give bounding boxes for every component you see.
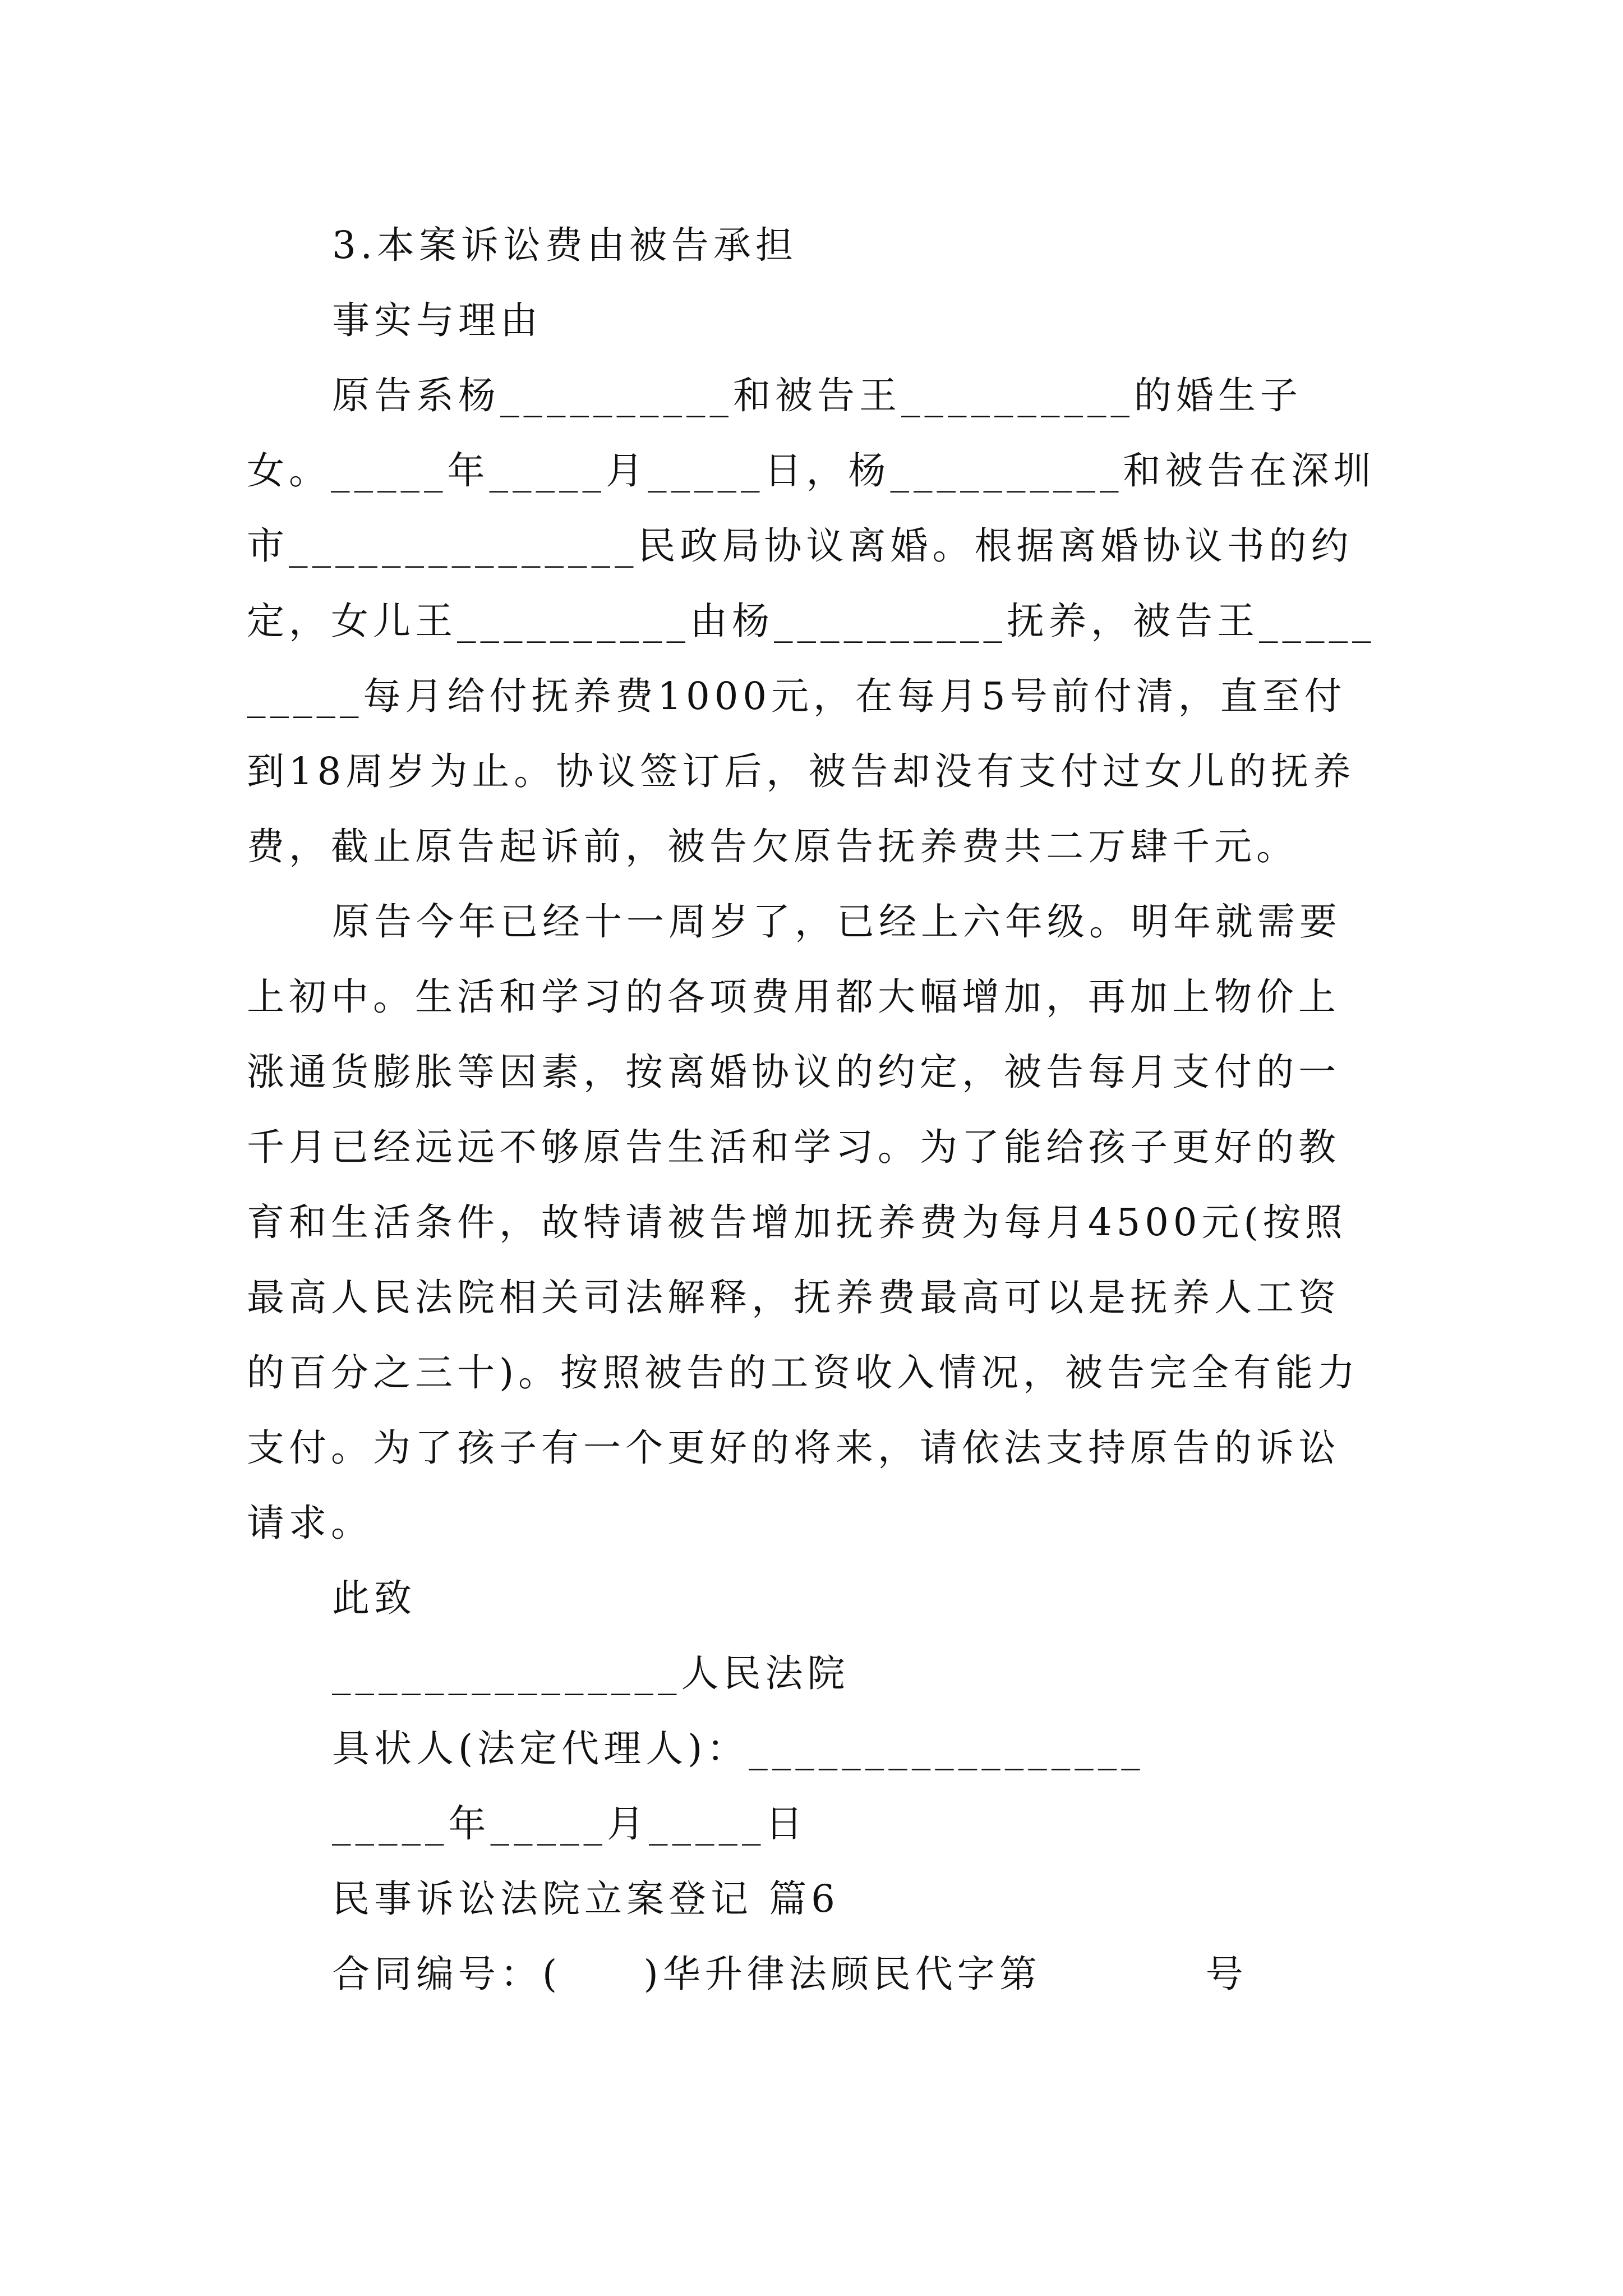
section-heading-facts: 事实与理由 [332, 298, 542, 342]
court-name-line: _______________人民法院 [332, 1651, 850, 1695]
paragraph-costs-claim: 3.本案诉讼费由被告承担 [332, 223, 797, 267]
contract-number-line: 合同编号：( )华升律法顾民代字第 号 [332, 1952, 1248, 1996]
signer-line: 具状人(法定代理人)：_________________ [332, 1727, 1145, 1770]
date-line: _____年_____月_____日 [332, 1802, 808, 1846]
paragraph-reasons: 原告今年已经十一周岁了，已经上六年级。明年就需要上初中。生活和学习的各项费用都大幅增加，再加上物价上涨通货膨胀等因素，按离婚协议的约定，被告每月支付的一千月已经远远不够原告生活和学习。为了能给孩子更好的教育和生活条件，故特请被告增加抚养费为每月4500元(按照最高人民法院相关司法解释，抚养费最高可以是抚养人工资的百分之三十)。按照被告的工资收入情况，被告完全有能力支付。为了孩子有一个更好的将来，请依法支持原告的诉讼请求。 [247, 900, 1360, 1545]
document-body [247, 208, 1376, 2012]
paragraph-facts: 原告系杨__________和被告王__________的婚生子女。_____年_____月_____日，杨__________和被告在深圳市_______________民政局协议离婚。根据离婚协议书的约定，女儿王__________由杨__________抚养，被告王__________每月给付抚养费1000元，在每月5号前付清，直至付到18周岁为止。协议签订后，被告却没有支付过女儿的抚养费，截止原告起诉前，被告欠原告抚养费共二万肆千元。 [247, 374, 1376, 868]
section-title: 民事诉讼法院立案登记 篇6 [332, 1877, 840, 1921]
salutation: 此致 [332, 1576, 416, 1620]
